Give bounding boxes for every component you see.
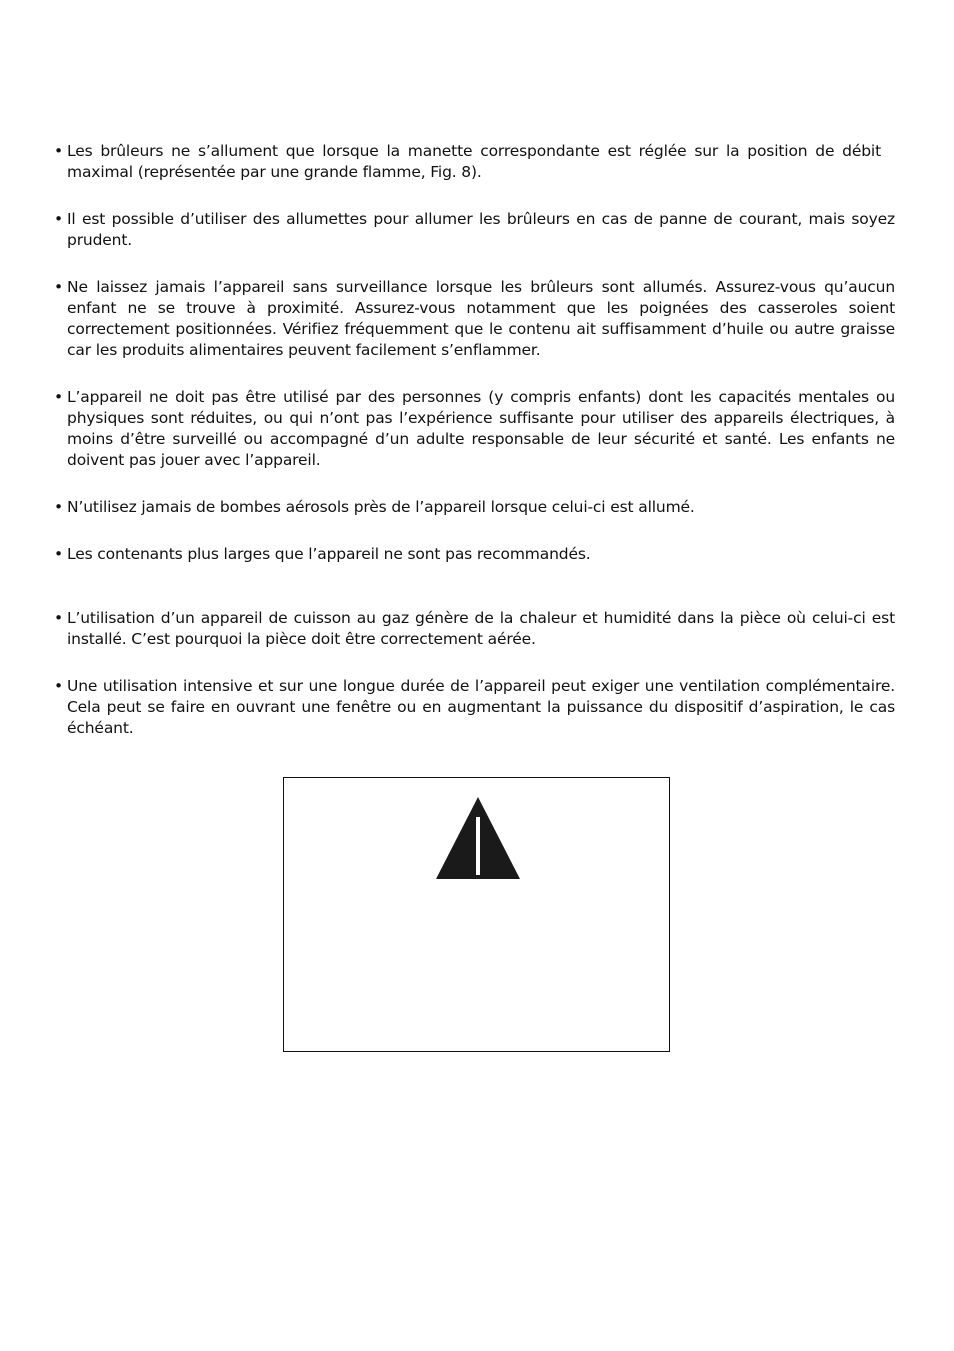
bullet: • xyxy=(54,278,63,296)
list-item-text: N’utilisez jamais de bombes aérosols près de l’appareil lorsque celui-ci est allumé. xyxy=(67,498,695,516)
bullet: • xyxy=(54,210,63,228)
bullet: • xyxy=(54,677,63,695)
bullet: • xyxy=(54,545,63,563)
warning-triangle-icon xyxy=(434,795,522,881)
list-item-text: Il est possible d’utiliser des allumettes pour allumer les brûleurs en cas de panne de courant, mais soyez prudent. xyxy=(67,210,895,249)
list-item xyxy=(54,277,895,361)
list-item-text: Une utilisation intensive et sur une longue durée de l’appareil peut exiger une ventilation complémentaire. Cela peut se faire en ouvrant une fenêtre ou en augmentant la puissance du dispositif d’aspiration, le cas échéant. xyxy=(67,677,895,737)
list-item-text: Les contenants plus larges que l’appareil ne sont pas recommandés. xyxy=(67,545,591,563)
bullet: • xyxy=(54,388,63,406)
list-item xyxy=(54,544,895,565)
list-item xyxy=(54,676,895,739)
list-item xyxy=(54,387,895,471)
list-item xyxy=(54,209,895,251)
bullet: • xyxy=(54,498,63,516)
list-item-text: L’utilisation d’un appareil de cuisson au gaz génère de la chaleur et humidité dans la pièce où celui-ci est installé. C’est pourquoi la pièce doit être correctement aérée. xyxy=(67,609,895,648)
list-item-text: Ne laissez jamais l’appareil sans surveillance lorsque les brûleurs sont allumés. Assurez-vous qu’aucun enfant ne se trouve à proximité. Assurez-vous notamment que les poignées des casseroles soient correctement positionnées. Vérifiez fréquemment que le contenu ait suffisamment d’huile ou autre graisse car les produits alimentaires peuvent facilement s’enflammer. xyxy=(67,278,895,359)
safety-instructions-list xyxy=(54,141,895,739)
list-item xyxy=(54,141,895,183)
list-item xyxy=(54,497,895,518)
bullet: • xyxy=(54,609,63,627)
list-item xyxy=(54,608,895,650)
warning-box xyxy=(283,777,670,1052)
list-item-text: L’appareil ne doit pas être utilisé par des personnes (y compris enfants) dont les capacités mentales ou physiques sont réduites, ou qui n’ont pas l’expérience suffisante pour utiliser des appareils électriques, à moins d’être surveillé ou accompagné d’un adulte responsable de leur sécurité et santé. Les enfants ne doivent pas jouer avec l’appareil. xyxy=(67,388,895,469)
list-item-text: Les brûleurs ne s’allument que lorsque la manette correspondante est réglée sur la position de débit maximal (représentée par une grande flamme, Fig. 8). xyxy=(67,142,881,181)
bullet: • xyxy=(54,142,63,160)
